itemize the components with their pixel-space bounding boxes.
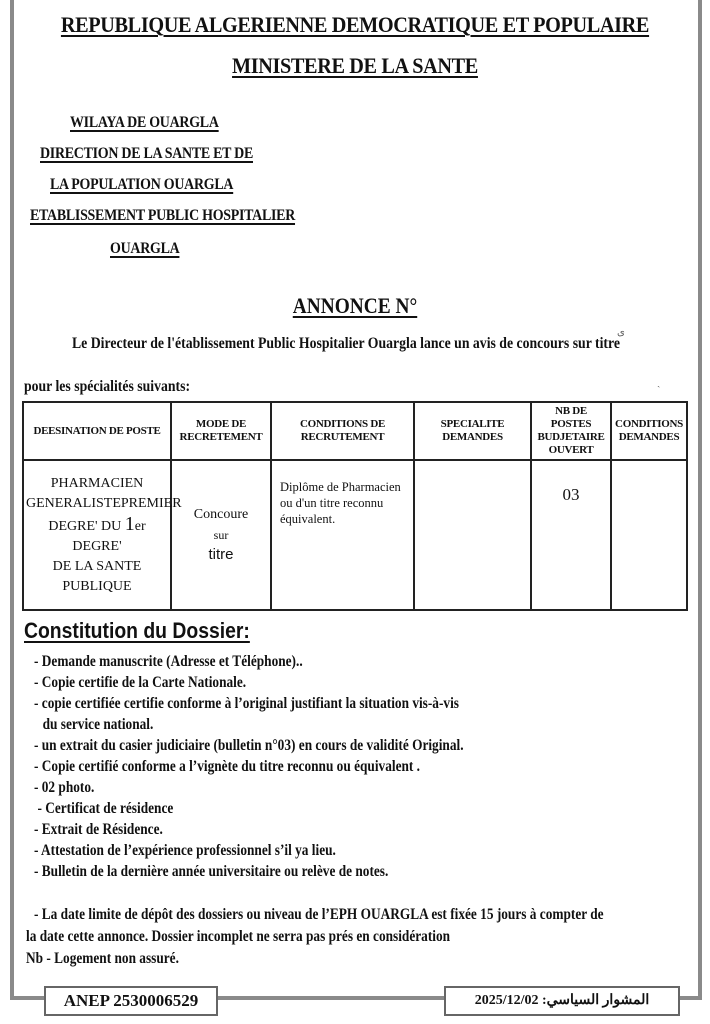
conditions-line: ou d'un titre reconnu (280, 496, 384, 510)
list-item: - 02 photo. (34, 779, 95, 796)
announcement-subtitle: pour les spécialités suivants: (24, 378, 191, 395)
table-header-row (23, 402, 687, 460)
header-designation: DEESINATION DE POSTE (23, 402, 171, 460)
mode-line: Concoure (193, 507, 249, 522)
newspaper-date: المشوار السياسي: 2025/12/02 (444, 986, 680, 1016)
anep-reference: ANEP 2530006529 (44, 986, 218, 1016)
announcement-title: ANNONCE N° (292, 293, 418, 318)
list-item: - Attestation de l’expérience professionnel s’il ya lieu. (34, 842, 336, 859)
designation-line: DE LA SANTE (52, 558, 142, 574)
list-item: - Extrait de Résidence. (34, 821, 163, 838)
conditions-line: équivalent. (280, 512, 336, 526)
org-line-ouargla: OUARGLA (110, 240, 180, 257)
designation-part: DEGRE' DU (48, 518, 125, 534)
list-item: - Bulletin de la dernière année universitaire ou relève de notes. (34, 863, 389, 880)
org-line-direction: DIRECTION DE LA SANTE ET DE (40, 145, 254, 162)
mode-line: sur (213, 528, 229, 542)
designation-line: GENERALISTEPREMIER (26, 495, 182, 511)
list-item: - copie certifiée certifie conforme à l’original justifiant la situation vis-à-vis (34, 695, 459, 712)
deadline-line: - La date limite de dépôt des dossiers ou niveau de l’EPH OUARGLA est fixée 15 jours à compter de (34, 906, 604, 923)
designation-line: PHARMACIEN (50, 475, 144, 491)
list-item: - Copie certifie de la Carte Nationale. (34, 674, 247, 691)
designation-part: er DEGRE' (72, 518, 146, 554)
list-item: - Copie certifié conforme a l’vignète du titre reconnu ou équivalent . (34, 758, 421, 775)
designation-line (26, 514, 168, 557)
cell-conditions-demandes (611, 460, 687, 610)
table-row (23, 460, 687, 610)
list-item: - Certificat de résidence (37, 800, 174, 817)
list-item: - un extrait du casier judiciaire (bulletin n°03) en cours de validité Original. (34, 737, 464, 754)
header-conditions-demandes: CONDITIONS DEMANDES (611, 402, 687, 460)
designation-part: 1 (124, 512, 135, 535)
list-item-continuation: du service national. (42, 716, 154, 733)
cell-designation (23, 460, 182, 610)
positions-table (22, 401, 688, 611)
dossier-list (34, 651, 533, 882)
list-item: - Demande manuscrite (Adresse et Téléphone).. (34, 653, 303, 670)
ministry-heading: MINISTERE DE LA SANTE (232, 53, 478, 78)
header-conditions-recrutement: CONDITIONS DE RECRUTEMENT (271, 402, 414, 460)
cell-specialite (414, 460, 531, 610)
org-line-wilaya: WILAYA DE OUARGLA (70, 114, 219, 131)
dossier-title: Constitution du Dossier: (24, 618, 250, 643)
deadline-line: la date cette annonce. Dossier incomplet ne serra pas prés en considération (26, 928, 451, 945)
header-nb-postes: NB DE POSTES BUDJETAIRE OUVERT (531, 402, 611, 460)
republic-heading: REPUBLIQUE ALGERIENNE DEMOCRATIQUE ET POPULAIRE (60, 12, 650, 37)
conditions-line: Diplôme de Pharmacien (280, 480, 401, 494)
deadline-block (26, 904, 696, 970)
header-mode: MODE DE RECRETEMENT (171, 402, 271, 460)
handwritten-mark: ى (617, 327, 625, 338)
mode-line: titre (208, 546, 234, 563)
cell-mode (171, 460, 271, 610)
cell-nb-postes: 03 (531, 460, 611, 610)
header-specialite: SPECIALITE DEMANDES (414, 402, 531, 460)
designation-line: PUBLIQUE (62, 578, 132, 594)
org-line-etablissement: ETABLISSEMENT PUBLIC HOSPITALIER (30, 207, 296, 224)
announcement-intro: Le Directeur de l'établissement Public Hospitalier Ouargla lance un avis de concours sur titre (72, 335, 620, 352)
cell-conditions-recrutement (271, 460, 414, 610)
org-line-population: LA POPULATION OUARGLA (50, 176, 234, 193)
housing-note: Nb - Logement non assuré. (26, 950, 179, 967)
speck-mark: ˎ (657, 377, 661, 388)
